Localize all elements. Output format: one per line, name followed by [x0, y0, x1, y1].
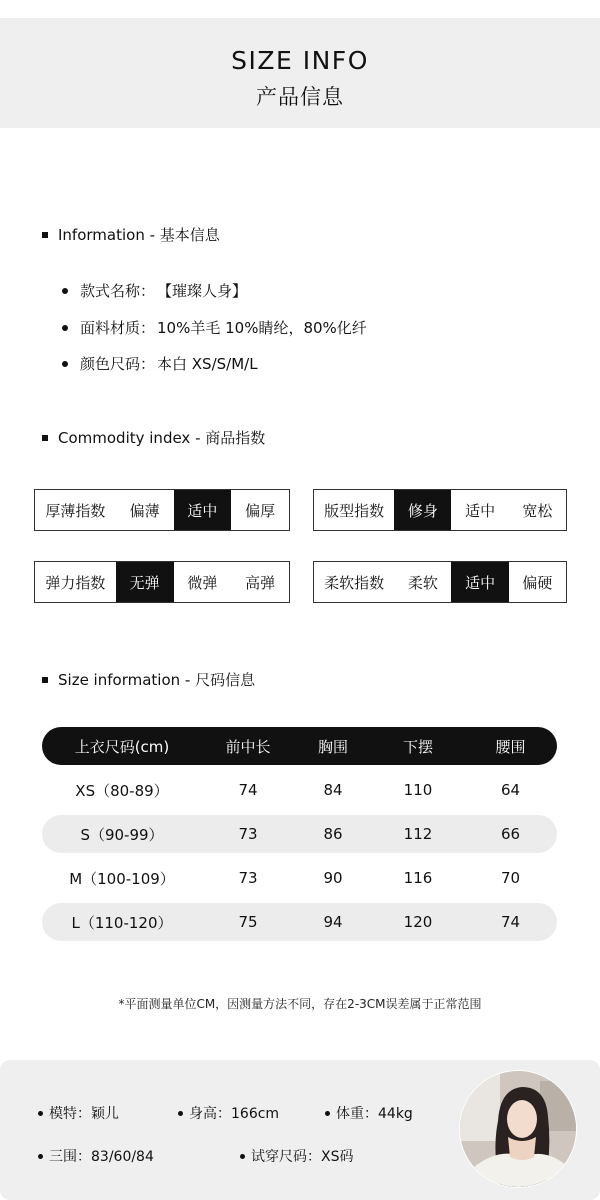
info-item-style-name: 款式名称： 【璀璨人身】: [62, 280, 247, 301]
index-option: 柔软: [407, 573, 438, 592]
index-option: 偏薄: [129, 501, 160, 520]
table-cell: 94: [323, 913, 343, 931]
table-cell: 110: [403, 781, 433, 799]
index-box-fit: [313, 489, 567, 531]
index-box-thickness: [34, 489, 290, 531]
square-bullet-icon: [42, 435, 48, 441]
index-option: 偏厚: [245, 501, 276, 520]
dot-bullet-icon: [38, 1111, 43, 1116]
model-avatar: [459, 1070, 577, 1188]
info-item-color-size: 颜色尺码： 本白 XS/S/M/L: [62, 353, 258, 374]
table-cell: 84: [323, 781, 343, 799]
table-cell: 90: [323, 869, 343, 887]
header-cell: 下摆: [402, 737, 433, 756]
title-en: SIZE INFO: [231, 46, 369, 75]
index-option-selected: 修身: [394, 490, 451, 530]
table-cell: 70: [500, 869, 521, 887]
index-option: 偏硬: [522, 573, 553, 592]
square-bullet-icon: [42, 677, 48, 683]
dot-bullet-icon: [62, 288, 68, 294]
dot-bullet-icon: [178, 1111, 183, 1116]
index-box-softness: [313, 561, 567, 603]
header-banner: [0, 18, 600, 128]
section-commodity-title: Commodity index - 商品指数: [42, 427, 265, 448]
table-cell: 73: [238, 869, 258, 887]
table-row: [42, 815, 557, 853]
table-cell: 116: [403, 869, 433, 887]
table-cell: 120: [403, 913, 433, 931]
table-cell: 73: [238, 825, 258, 843]
header-cell: 前中长: [225, 737, 271, 756]
measurement-note: *平面测量单位CM，因测量方法不同，存在2-3CM误差属于正常范围: [118, 997, 482, 1011]
table-row: [42, 859, 557, 897]
dot-bullet-icon: [325, 1111, 330, 1116]
model-try-size: 试穿尺码：XS码: [240, 1146, 353, 1166]
dot-bullet-icon: [62, 361, 68, 367]
index-label: 版型指数: [324, 501, 385, 520]
model-name: 模特：颖儿: [38, 1103, 119, 1123]
square-bullet-icon: [42, 232, 48, 238]
header-cell: 上衣尺码(cm): [74, 737, 170, 756]
info-item-material: 面料材质： 10%羊毛 10%睛纶，80%化纤: [62, 317, 367, 338]
index-option-selected: 无弹: [116, 562, 174, 602]
table-row: [42, 771, 557, 809]
table-cell: XS（80-89）: [75, 781, 169, 800]
index-label: 厚薄指数: [45, 501, 106, 520]
header-cell: 腰围: [495, 737, 526, 756]
dot-bullet-icon: [38, 1154, 43, 1159]
header-cell: 胸围: [317, 737, 348, 756]
table-cell: L（110-120）: [71, 913, 173, 932]
table-cell: 74: [500, 913, 521, 931]
table-cell: M（100-109）: [69, 869, 175, 888]
index-option: 适中: [465, 501, 496, 520]
table-cell: 74: [238, 781, 258, 799]
index-option: 高弹: [245, 573, 276, 592]
index-label: 柔软指数: [324, 573, 385, 592]
index-label: 弹力指数: [45, 573, 106, 592]
model-measurements: 三围：83/60/84: [38, 1146, 154, 1166]
index-box-elasticity: [34, 561, 290, 603]
table-cell: S（90-99）: [80, 825, 164, 844]
index-option-selected: 适中: [451, 562, 508, 602]
index-option: 微弹: [187, 573, 218, 592]
table-row: [42, 903, 557, 941]
index-option-selected: 适中: [174, 490, 232, 530]
section-information-title: Information - 基本信息: [42, 224, 220, 245]
section-size-title: Size information - 尺码信息: [42, 669, 255, 690]
dot-bullet-icon: [240, 1154, 245, 1159]
dot-bullet-icon: [62, 325, 68, 331]
model-photo-illustration: [460, 1071, 577, 1188]
table-cell: 64: [500, 781, 521, 799]
index-option: 宽松: [522, 501, 553, 520]
title-cn: 产品信息: [256, 85, 344, 109]
table-cell: 86: [323, 825, 343, 843]
table-cell: 75: [238, 913, 258, 931]
table-cell: 112: [403, 825, 433, 843]
model-height: 身高：166cm: [178, 1103, 279, 1123]
table-cell: 66: [500, 825, 521, 843]
model-weight: 体重：44kg: [325, 1103, 413, 1123]
size-table-header: [42, 727, 557, 765]
